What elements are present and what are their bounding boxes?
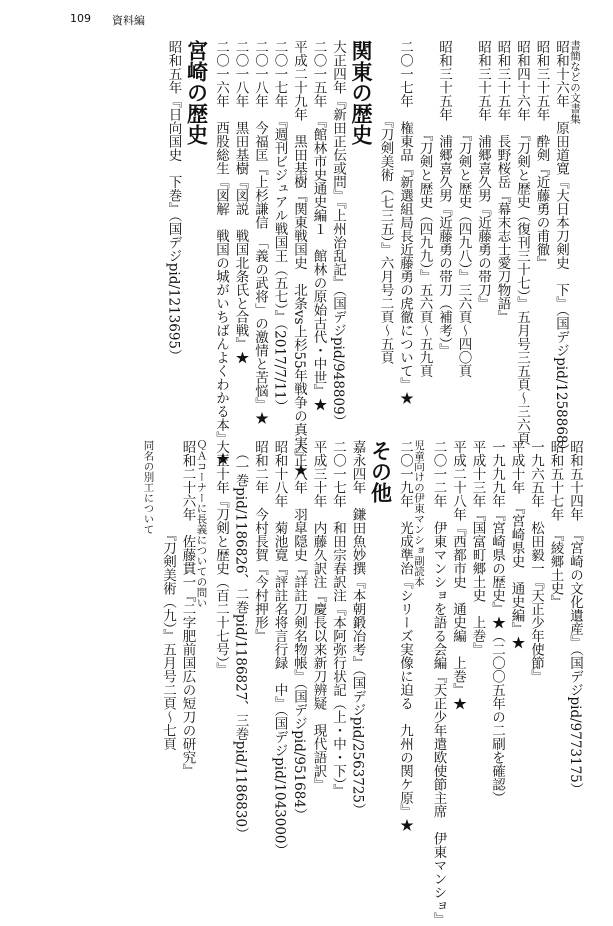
bibliography-line: 大正四年『新田正伝或問』『上州治乱記』（国デジpid/948809） [330, 40, 346, 429]
bibliography-line: 一九六五年 松田毅一『天正少年使節』 [528, 440, 544, 683]
bibliography-line: 二〇一七年 和田宗春訳注『本阿弥行状記（上・中・下）』 [330, 440, 346, 798]
bibliography-line: 昭和二年 今村長賀『今村押形』 [252, 440, 268, 643]
note-line: 児童向けの伊東マンショ副読本 [413, 440, 425, 587]
running-header: 資料編 [112, 14, 145, 27]
bibliography-line: 二〇一七年 権東品『新選組局長近藤勇の虎徹について』★ [397, 40, 413, 405]
bibliography-line: 昭和五十四年 『宮崎の文化遺産』（国デジpid/9773175） [567, 440, 583, 797]
bibliography-line: 二〇一七年 『週刊ビジュアル戦国王（五七）』（2017/7/11） [271, 40, 288, 413]
bibliography-line: 嘉永四年 鎌田魚妙撰『本朝鍛冶考』（国デジpid/2563725） [349, 440, 366, 817]
bibliography-line: 昭和二十六年 佐藤貫一『二字肥前国広の短刀の研究』 [179, 440, 196, 778]
bibliography-line: 二〇一九年 光成準治『シリーズ実像に迫る 九州の関ケ原』★ [397, 440, 413, 832]
bibliography-line: 平成二十八年『西都市史 通史編 上巻』★ [450, 440, 466, 710]
bibliography-line: 昭和三十五年 酔剣『近藤勇の甫徹』 [533, 40, 550, 270]
bibliography-line: 『刀剣美術（七三五）』六月号二頁〜五頁 [377, 40, 394, 364]
bibliography-line: 『刀剣と歴史（四九九）』五六頁〜五九頁 [416, 40, 433, 378]
bibliography-line: 平成十三年『国富町郷土史 上巻』 [469, 440, 486, 656]
bibliography-line: 大正八年 羽皐隠史『詳註刀剣名物帳』（国デジpid/951684） [291, 440, 307, 822]
bibliography-line: 昭和三十五年 浦郷喜久男『近藤勇の帯刀（補考）』 [436, 40, 452, 358]
note-line: 書簡などの文書集 [569, 40, 581, 124]
bibliography-line: 平成十年 『宮崎県史 通史編』★ [508, 440, 525, 650]
bibliography-line: 昭和三十五年 長野桜岳『幕末志士愛刀物語』 [494, 40, 511, 324]
bibliography-line: （一巻pid/1186826、二巻pid/1186827、三巻pid/1186830） [232, 440, 249, 841]
bibliography-line: 昭和十六年 原田道寛『大日本刀剣史 下』（国デジpid/1258868） [553, 40, 569, 458]
note-line: ＱＡコーナーに長義についての問い [195, 440, 208, 608]
page-number: 109 [70, 12, 91, 25]
bibliography-line: 二〇一六年 西股総生『図解 戦国の城がいちばんよくわかる本』 ★ [213, 40, 229, 466]
bibliography-line: 昭和五十七年 『綾郷土史』 [547, 440, 564, 609]
bibliography-line: 二〇一五年 『館林市史通史編１ 館林の原始古代・中世』★ [310, 40, 327, 412]
bibliography-line: 昭和十八年 菊池寛『評註名将言行録 中』（国デジpid/1043000） [271, 440, 288, 858]
bibliography-line: 昭和四十六年 『刀剣と歴史（復刊三十七）』五月号三五頁〜三六頁 [514, 40, 530, 445]
section-heading: その他 [368, 440, 394, 503]
bibliography-line: 昭和五年『日向国史 下巻』（国デジpid/1213695） [165, 40, 182, 363]
bibliography-line: 大正十年『刀剣と歴史（百二十七号）』 [213, 440, 229, 677]
note-line: 同名の別工について [142, 440, 155, 535]
bibliography-line: 昭和三十五年 浦郷喜久男『近藤勇の帯刀』 [475, 40, 491, 310]
section-heading: 宮崎の歴史 [184, 40, 210, 145]
bibliography-line: 一九九九年『宮崎県の歴史』★（二〇〇五年の二刷を確認） [489, 440, 505, 805]
section-heading: 関東の歴史 [349, 40, 374, 145]
bibliography-line: 二〇一八年 今福匡『上杉謙信 「義の武将」の激情と苦悩』★ [252, 40, 268, 425]
bibliography-line: 平成三十年 内藤久訳注『慶長以来新刀辨疑 現代語訳』 [310, 440, 327, 791]
bibliography-line: 『刀剣と歴史（四九八）』三六頁〜四〇頁 [455, 40, 472, 378]
bibliography-line: 平成二十九年 黒田基樹『関東戦国史 北条vs上杉55年戦争の真実』★ [291, 40, 307, 477]
bibliography-line: 『刀剣美術（九）』五月号二頁〜七頁 [160, 440, 176, 751]
bibliography-line: 二〇一八年 黒田基樹『図説 戦国北条氏と合戦』★ [232, 40, 249, 364]
bibliography-line: 二〇一二年 伊東マンショを語る会編『天正少年遣欧使節主席 伊東マンショ』 [430, 440, 447, 926]
vertical-text-body [28, 40, 583, 926]
